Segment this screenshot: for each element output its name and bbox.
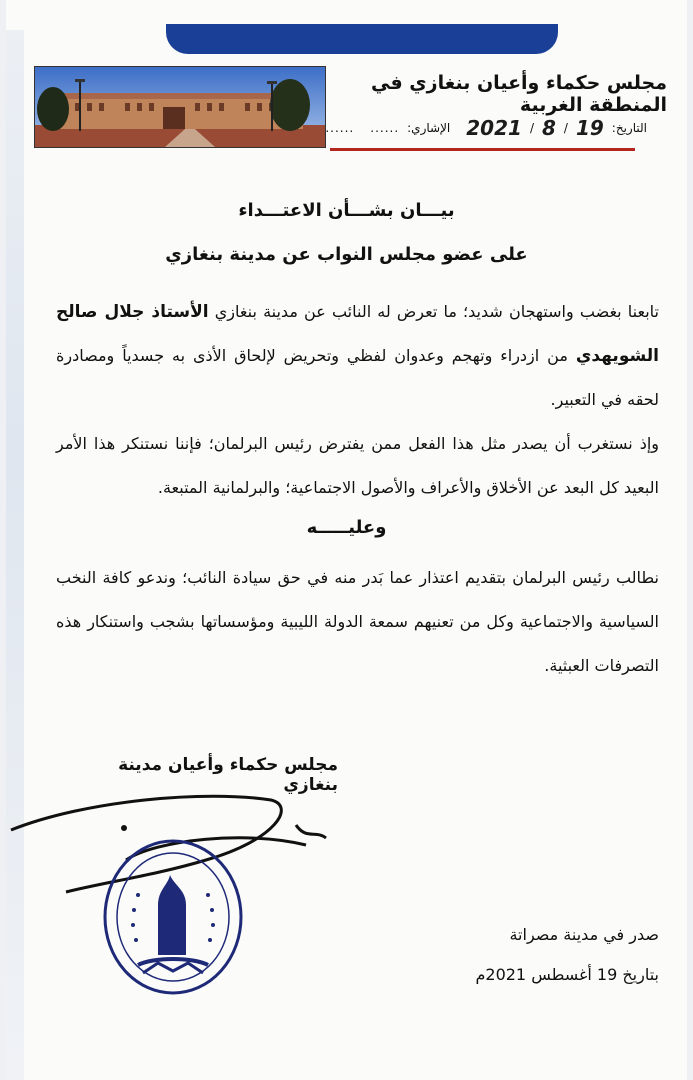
statement-subtitle: على عضو مجلس النواب عن مدينة بنغازي [165, 244, 528, 265]
date-year: 2021 [466, 116, 522, 140]
reference-label: الإشاري: [407, 121, 451, 135]
mp-name: الأستاذ جلال صالح الشويهدي [56, 302, 659, 366]
paragraph-3: نطالب رئيس البرلمان بتقديم اعتذار عما بَدر منه في حق سيادة النائب؛ وندعو كافة النخب السياسية والاجتماعية وكل من تعنيهم سمعة الدولة الليبية ومؤسساتها بشجب واستنكار هذه التصرفات العبثية. [56, 568, 659, 675]
header-divider [330, 148, 635, 151]
letterhead-building-photo [34, 66, 326, 148]
paragraph-1-rest: من ازدراء وتهجم وعدوان لفظي وتحريض لإلحاق الأذى به جسدياً ومصادرة لحقه في التعبير. [56, 346, 659, 409]
paragraph-2: وإذ نستغرب أن يصدر مثل هذا الفعل ممن يفترض رئيس البرلمان؛ فإننا نستنكر هذا الأمر البعيد كل البعد عن الأخلاق والأعراف والأصول الاجتماعية؛ والبرلمانية المتبعة. [56, 434, 659, 497]
date-label: التاريخ: [611, 121, 647, 135]
document-page [6, 0, 687, 1080]
signature-council-name: مجلس حكماء وأعيان مدينة بنغازي [118, 755, 338, 795]
letterhead-blue-arc [166, 24, 558, 54]
date-month: 8 [541, 116, 556, 140]
statement-title: بيـــان بشـــأن الاعتـــداء [238, 200, 455, 221]
date-reference-row: التاريخ: 19 / 8 / 2021 الإشاري: ...... ...... [325, 116, 647, 140]
date-day: 19 [575, 116, 604, 140]
therefore-heading: وعليـــــه [306, 517, 387, 538]
paragraph-1 [56, 290, 659, 422]
council-name: مجلس حكماء وأعيان بنغازي في المنطقة الغربية [370, 72, 667, 116]
issued-location: صدر في مدينة مصراتة [509, 925, 659, 944]
page-edge-shadow [6, 30, 24, 1080]
paragraph-1-intro: تابعنا بغضب واستهجان شديد؛ ما تعرض له النائب عن مدينة بنغازي [208, 302, 659, 321]
reference-value: ...... [370, 121, 400, 135]
official-seal-stamp [98, 835, 248, 1000]
issued-date: بتاريخ 19 أغسطس 2021م [475, 965, 659, 984]
